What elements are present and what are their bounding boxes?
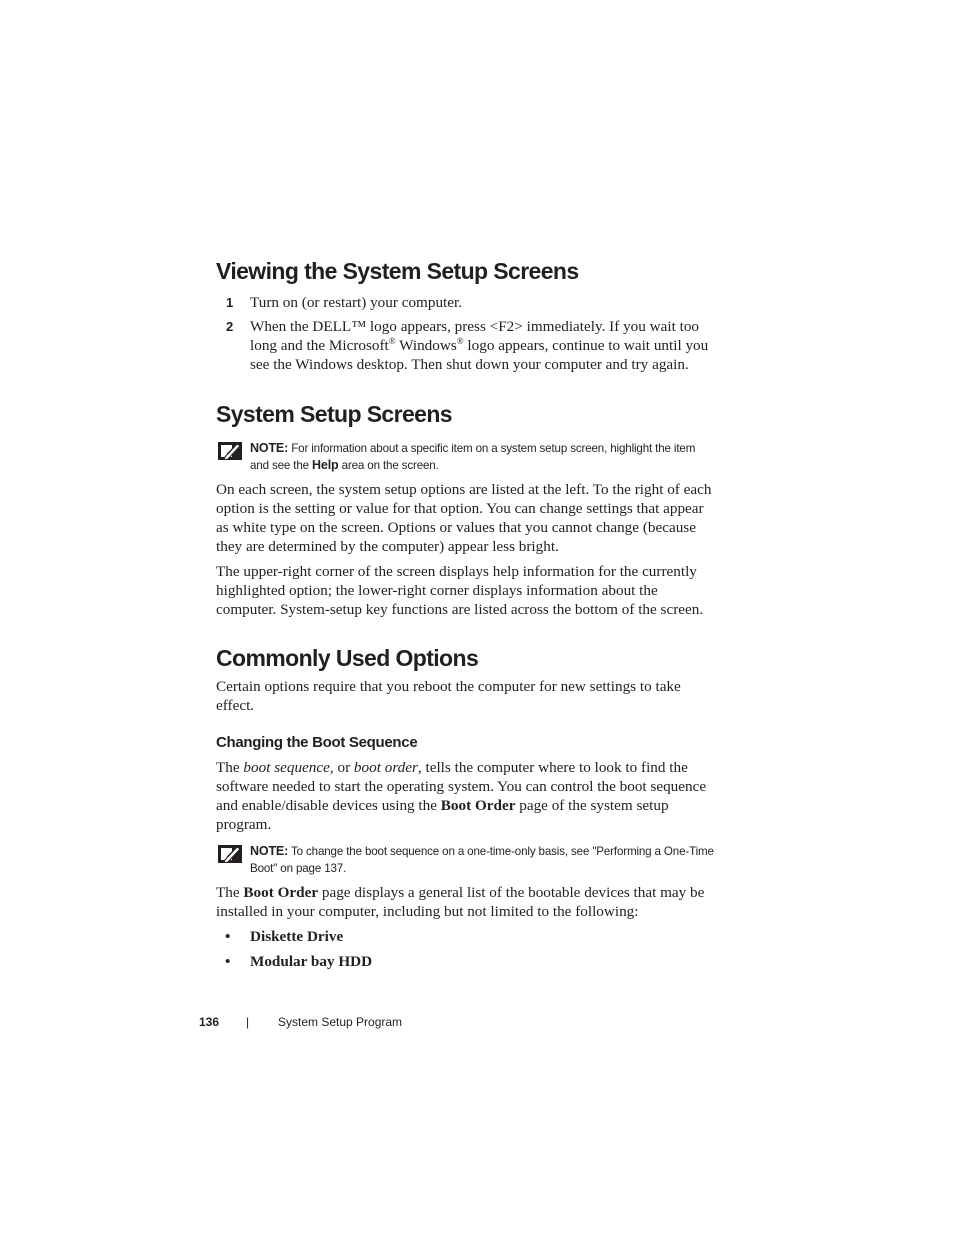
- bold-boot-order: Boot Order: [440, 797, 516, 814]
- paragraph-reboot: Certain options require that you reboot the computer for new settings to take effect.: [216, 678, 681, 714]
- text: , or: [329, 759, 354, 776]
- note-pencil-icon: [218, 845, 242, 863]
- page-footer: [199, 1015, 403, 1029]
- note-text-a: For information about a specific item on a system setup screen, highlight the item and see the: [250, 442, 696, 472]
- step-1: [216, 293, 716, 312]
- term-boot-sequence: boot sequence: [243, 759, 330, 776]
- text: The: [216, 759, 244, 776]
- step-text-c: logo appears, continue to wait until you see the Windows desktop. Then shut down your computer and try again.: [250, 337, 709, 373]
- registered-mark: ®: [456, 335, 464, 346]
- text: The: [216, 884, 244, 901]
- note-text: To change the boot sequence on a one-time-only basis, see "Performing a One-Time Boot" on page 137.: [250, 845, 714, 875]
- step-text: Turn on (or restart) your computer.: [250, 294, 463, 311]
- note-label: NOTE:: [250, 844, 289, 858]
- paragraph-corners: The upper-right corner of the screen displays help information for the currently highlighted option; the lower-right corner displays information about the computer. System-setup key functions are listed across the bottom of the screen.: [216, 563, 704, 618]
- paragraph-options: On each screen, the system setup options are listed at the left. To the right of each option is the setting or value for that option. You can change settings that appear as white type on the screen. Options or values that you cannot change (because they are determined by the computer) appear less bright.: [216, 481, 712, 555]
- step-text-a: When the DELL™ logo appears, press <F2> immediately. If you wait too long and the Microsoft: [250, 318, 700, 354]
- note-help: [216, 440, 716, 474]
- step-number: 2: [226, 319, 234, 334]
- list-item-text: Modular bay HDD: [250, 953, 373, 970]
- list-item: [216, 927, 716, 946]
- note-text-b: area on the screen.: [338, 459, 439, 472]
- page-number: 136: [199, 1015, 220, 1029]
- bullet: •: [225, 928, 231, 945]
- list-item-text: Diskette Drive: [250, 928, 344, 945]
- note-bold-help: Help: [312, 458, 339, 472]
- note-pencil-icon: [218, 442, 242, 460]
- footer-separator: |: [246, 1015, 250, 1029]
- step-text-b: Windows: [395, 337, 457, 354]
- heading-system-setup-screens: System Setup Screens: [216, 401, 453, 427]
- step-2: [216, 317, 716, 374]
- heading-commonly-used-options: Commonly Used Options: [216, 645, 479, 671]
- text: , tells the computer where to look to find the software needed to start the operating system. You can control the boot sequence and enable/disable devices using the: [216, 759, 707, 814]
- heading-changing-boot-sequence: Changing the Boot Sequence: [216, 734, 418, 751]
- page-content: [216, 254, 716, 971]
- term-boot-order: boot order: [353, 759, 418, 776]
- note-one-time-boot: [216, 843, 716, 877]
- text: page of the system setup program.: [216, 797, 669, 833]
- text: page displays a general list of the bootable devices that may be installed in your computer, including but not limited to the following:: [216, 884, 705, 920]
- bold-boot-order: Boot Order: [243, 884, 319, 901]
- note-label: NOTE:: [250, 441, 289, 455]
- heading-viewing-system-setup: Viewing the System Setup Screens: [216, 258, 579, 284]
- bullet: •: [225, 953, 231, 970]
- registered-mark: ®: [388, 335, 396, 346]
- list-item: [216, 952, 716, 971]
- step-number: 1: [226, 295, 234, 310]
- paragraph-bootable-devices: [216, 883, 716, 921]
- footer-title: System Setup Program: [278, 1015, 403, 1029]
- paragraph-boot-sequence: [216, 758, 716, 834]
